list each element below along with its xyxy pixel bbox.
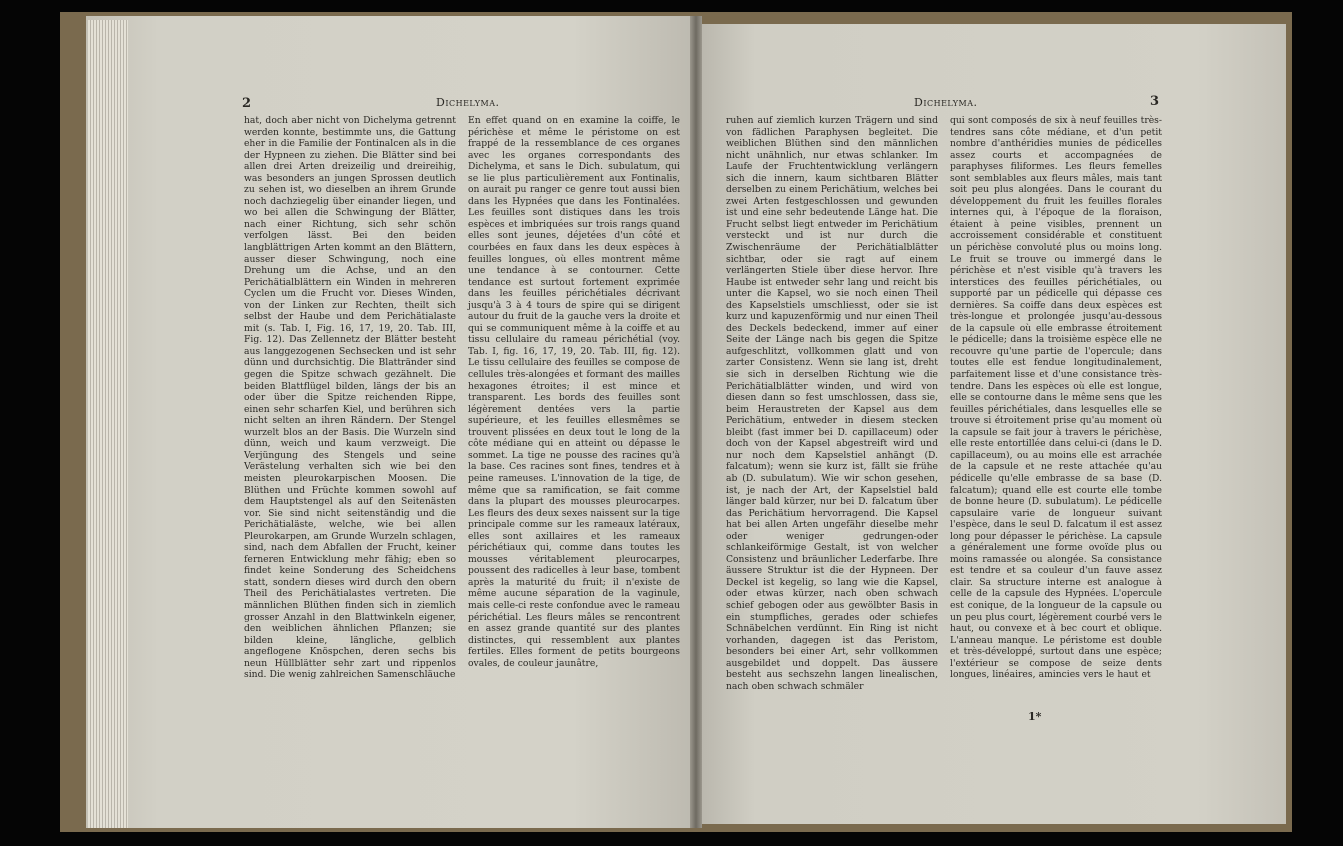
right-page: [696, 24, 1286, 824]
left-running-head: Dichelyma.: [436, 96, 500, 109]
right-page-number: 3: [1150, 94, 1160, 109]
page-edges: [88, 20, 128, 828]
left-page-column-french: En effet quand on en examine la coiffe, le périchèse et même le péristome on est frappé de la ressemblance de ces organes avec les organes correspondants des Dichelyma, et sans le Dich. subulatum, qui se lie plus particulièrement aux Fontinalis, on aurait pu ranger ce genre tout aussi bien dans les Hypnées que dans les Fontinalées. Les feuilles sont distiques dans les trois espèces et imbriquées sur trois rangs quand elles sont jeunes, déjetées d'un côté et courbées en faux dans les deux espèces à feuilles longues, où elles montrent même une tendance à se contourner. Cette tendance est surtout fortement exprimée dans les feuilles périchétiales décrivant jusqu'à 3 à 4 tours de spire qui se dirigent autour du fruit de la gauche vers la droite et qui se communiquent même à la coiffe et au tissu cellulaire du rameau périchétial (voy. Tab. I, fig. 16, 17, 19, 20. Tab. III, fig. 12). Le tissu cellulaire des feuilles se compose de cellules très-alongées et formant des mailles hexagones étroites; il est mince et transparent. Les bords des feuilles sont légèrement dentées vers la partie supérieure, et les feuilles ellesmêmes se trouvent plissées en deux tout le long de la côte médiane qui en atteint ou dépasse le sommet. La tige ne pousse des racines qu'à la base. Ces racines sont fines, tendres et à peine rameuses. L'innovation de la tige, de même que sa ramification, se fait comme dans la plupart des mousses pleurocarpes. Les fleurs des deux sexes naissent sur la tige principale comme sur les rameaux latéraux, elles sont axillaires et les rameaux périchétiaux qui, comme dans toutes les mousses véritablement pleurocarpes, poussent des radicelles à leur base, tombent après la maturité du fruit; il n'existe de même aucune séparation de la vaginule, mais celle-ci reste confondue avec le rameau périchétial. Les fleurs mâles se rencontrent en assez grande quantité sur des plantes distinctes, qui ressemblent aux plantes fertiles. Elles forment de petits bourgeons ovales, de couleur jaunâtre,: [468, 115, 680, 669]
left-page: [86, 16, 694, 828]
right-page-column-french: qui sont composés de six à neuf feuilles très-tendres sans côte médiane, et d'un petit nombre d'anthéridies munies de pédicelles assez courts et accompagnées de paraphyses filiformes. Les fleurs femelles sont semblables aux fleurs mâles, mais tant soit peu plus alongées. Dans le courant du développement du fruit les feuilles florales internes qui, à l'époque de la floraison, étaient à peine visibles, prennent un accroissement considérable et constituent un périchèse convoluté plus ou moins long. Le fruit se trouve ou immergé dans le périchèse et n'est visible qu'à travers les interstices des feuilles périchétiales, ou supporté par un pédicelle qui dépasse ces dernières. Sa coiffe dans deux espèces est très-longue et prolongée jusqu'au-dessous de la capsule où elle embrasse étroitement le pédicelle; dans la troisième espèce elle ne recouvre qu'une partie de l'opercule; dans toutes elle est fendue longitudinalement, parfaitement lisse et d'une consistance très-tendre. Dans les espèces où elle est longue, elle se contourne dans le même sens que les feuilles périchétiales, dans lesquelles elle se trouve si étroitement prise qu'au moment où la capsule se fait jour à travers le périchèse, elle reste entortillée dans celui-ci (dans le D. capillaceum), ou au moins elle est arrachée de la capsule et ne reste attachée qu'au pédicelle qu'elle embrasse de sa base (D. falcatum); quand elle est courte elle tombe de bonne heure (D. subulatum). Le pédicelle capsulaire varie de longueur suivant l'espèce, dans le seul D. falcatum il est assez long pour dépasser le périchèse. La capsule a généralement une forme ovoïde plus ou moins ramassée ou alongée. Sa consistance est tendre et sa couleur d'un fauve assez clair. Sa structure interne est analogue à celle de la capsule des Hypnées. L'opercule est conique, de la longueur de la capsule ou un peu plus court, légèrement courbé vers le haut, ou convexe et à bec court et oblique. L'anneau manque. Le péristome est double et très-développé, surtout dans une espèce; l'extérieur se compose de seize dents longues, linéaires, amincies vers le haut et: [950, 115, 1162, 681]
left-page-number: 2: [242, 96, 252, 111]
signature-mark: 1*: [1028, 710, 1042, 723]
left-page-column-german: hat, doch aber nicht von Dichelyma getrennt werden konnte, bestimmte uns, die Gattung eher in die Familie der Fontinalcen als in die der Hypneen zu ziehen. Die Blätter sind bei allen drei Arten dreizeilig und dreireihig, was besonders an jungen Sprossen deutlich zu sehen ist, wo dieselben an ihrem Grunde noch dachziegelig über einander liegen, und wo bei allen die Schwingung der Blätter, nach einer Richtung, sich sehr schön verfolgen lässt. Bei den beiden langblättrigen Arten kommt an den Blättern, ausser dieser Schwingung, noch eine Drehung um die Achse, und an den Perichätialblättern ein Winden in mehreren Cyclen um die Frucht vor. Dieses Winden, von der Linken zur Rechten, theilt sich selbst der Haube und dem Perichätialaste mit (s. Tab. I, Fig. 16, 17, 19, 20. Tab. III, Fig. 12). Das Zellennetz der Blätter besteht aus langgezogenen Sechsecken und ist sehr dünn und durchsichtig. Die Blattränder sind gegen die Spitze schwach gezähnelt. Die beiden Blattflügel bilden, längs der bis an oder über die Spitze reichenden Rippe, einen sehr scharfen Kiel, und berühren sich nicht selten an ihren Rändern. Der Stengel wurzelt blos an der Basis. Die Wurzeln sind dünn, weich und kaum verzweigt. Die Verjüngung des Stengels und seine Verästelung verhalten sich wie bei den meisten pleurokarpischen Moosen. Die Blüthen und Früchte kommen sowohl auf dem Hauptstengel als auf den Seitenästen vor. Sie sind nicht seitenständig und die Perichätialäste, welche, wie bei allen Pleurokarpen, am Grunde Wurzeln schlagen, sind, nach dem Abfallen der Frucht, keiner ferneren Entwicklung mehr fähig; eben so findet keine Sonderung des Scheidchens statt, sondern dieses wird durch den obern Theil des Perichätialastes vertreten. Die männlichen Blüthen finden sich in ziemlich grosser Anzahl in den Blattwinkeln eigener, den weiblichen ähnlichen Pflanzen; sie bilden kleine, längliche, gelblich angeflogene Knöspchen, deren sechs bis neun Hüllblätter sehr zart und rippenlos sind. Die wenig zahlreichen Samenschläuche: [244, 115, 456, 681]
right-running-head: Dichelyma.: [914, 96, 978, 109]
book-gutter: [690, 16, 702, 828]
right-page-column-german: ruhen auf ziemlich kurzen Trägern und sind von fädlichen Paraphysen begleitet. Die weiblichen Blüthen sind den männlichen nicht unähnlich, nur etwas schlanker. Im Laufe der Fruchtentwicklung verlängern sich die innern, kaum sichtbaren Blätter derselben zu einem Perichätium, welches bei zwei Arten festgeschlossen und gewunden ist und eine sehr bedeutende Länge hat. Die Frucht selbst liegt entweder im Perichätium versteckt und ist nur durch die Zwischenräume der Perichätialblätter sichtbar, oder sie ragt auf einem verlängerten Stiele über diese hervor. Ihre Haube ist entweder sehr lang und reicht bis unter die Kapsel, wo sie noch einen Theil des Kapselstiels umschliesst, oder sie ist kurz und kapuzenförmig und nur einen Theil des Deckels bedeckend, immer auf einer Seite der Länge nach bis gegen die Spitze aufgeschlitzt, vollkommen glatt und von zarter Consistenz. Wenn sie lang ist, dreht sie sich in derselben Richtung wie die Perichätialblätter winden, und wird von diesen dann so fest umschlossen, dass sie, beim Heraustreten der Kapsel aus dem Perichätium, entweder in diesem stecken bleibt (fast immer bei D. capillaceum) oder doch von der Kapsel abgestreift wird und nur noch dem Kapselstiel anhängt (D. falcatum); wenn sie kurz ist, fällt sie frühe ab (D. subulatum). Wie wir schon gesehen, ist, je nach der Art, der Kapselstiel bald länger bald kürzer, nur bei D. falcatum über das Perichätium hervorragend. Die Kapsel hat bei allen Arten ungefähr dieselbe mehr oder weniger gedrungen-oder schlankeiförmige Gestalt, ist von welcher Consistenz und bräunlicher Lederfarbe. Ihre äussere Struktur ist die der Hypneen. Der Deckel ist kegelig, so lang wie die Kapsel, oder etwas kürzer, nach oben schwach schief gebogen oder aus gewölbter Basis in ein stumpfliches, gerades oder schiefes Schnäbelchen verdünnt. Ein Ring ist nicht vorhanden, dagegen ist das Peristom, besonders bei einer Art, sehr vollkommen ausgebildet und doppelt. Das äussere besteht aus sechszehn langen linealischen, nach oben schwach schmäler: [726, 115, 938, 692]
